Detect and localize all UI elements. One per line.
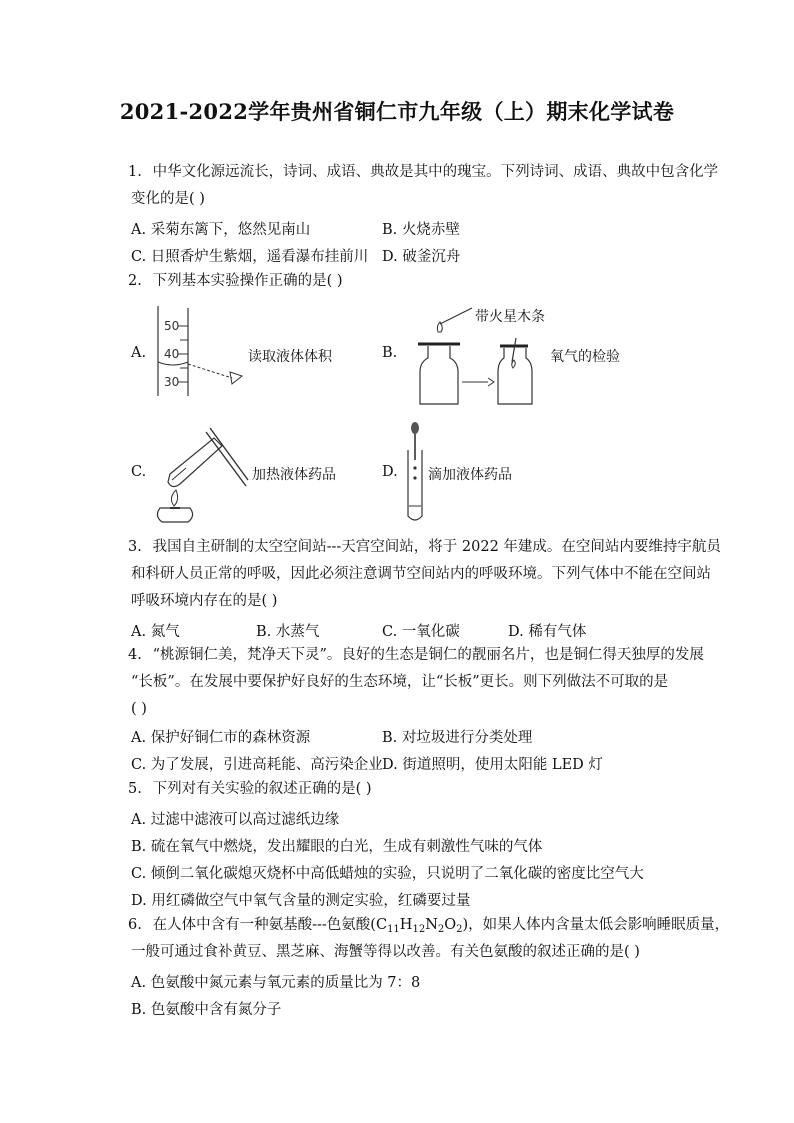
option-a: A. 氮气 — [131, 624, 180, 640]
question-text-continued: 和科研人员正常的呼吸，因此必须注意调节空间站内的呼吸环境。下列气体中不能在空间站 — [131, 566, 711, 582]
question-text: 下列基本实验操作正确的是( ) — [152, 273, 343, 289]
option-a: A. 采菊东篱下，悠然见南山 — [131, 222, 311, 238]
option-d: D. 稀有气体 — [508, 624, 587, 640]
question-number: 4. — [128, 647, 142, 663]
option-c: C. 为了发展，引进高耗能、高污染企业 — [131, 757, 383, 773]
option-b: B. 水蒸气 — [256, 624, 320, 640]
question-text: 下列对有关实验的叙述正确的是( ) — [152, 781, 372, 797]
formula-subscript: 11 — [387, 924, 400, 935]
option-b-label: 氧气的检验 — [550, 349, 620, 365]
question-text-continued: ( ) — [131, 701, 147, 717]
option-d: D. 用红磷做空气中氧气含量的测定实验，红磷要过量 — [131, 893, 471, 909]
question-1 — [128, 163, 718, 181]
question-text: “桃源铜仁美，梵净天下灵”。良好的生态是铜仁的靓丽名片，也是铜仁得天独厚的发展 — [152, 647, 704, 663]
question-text: 中华文化源远流长，诗词、成语、典故是其中的瑰宝。下列诗词、成语、典故中包含化学 — [152, 164, 719, 180]
question-text-continued: 呼吸环境内存在的是( ) — [131, 593, 278, 609]
heating-liquid-figure — [150, 424, 250, 524]
question-2 — [128, 272, 343, 290]
option-a-label: 读取液体体积 — [248, 349, 332, 365]
question-4 — [128, 646, 704, 664]
page-title: 2021-2022学年贵州省铜仁市九年级（上）期末化学试卷 — [119, 99, 675, 124]
question-text: 在人体中含有一种氨基酸---色氨酸(C — [152, 917, 388, 933]
scale-tick-50: 50 — [164, 319, 180, 333]
option-b-letter: B. — [382, 345, 398, 361]
formula-subscript: 2 — [456, 924, 463, 935]
graduated-cylinder-figure — [150, 306, 250, 396]
question-number: 6. — [128, 917, 142, 933]
scale-tick-40: 40 — [164, 347, 180, 361]
option-c: C. 一氧化碳 — [382, 624, 460, 640]
option-d: D. 破釜沉舟 — [382, 249, 461, 265]
question-number: 3. — [128, 539, 142, 555]
option-b: B. 对垃圾进行分类处理 — [382, 730, 533, 746]
question-5 — [128, 780, 372, 798]
question-6 — [128, 916, 729, 939]
option-b: B. 硫在氧气中燃烧，发出耀眼的白光，生成有刺激性气味的气体 — [131, 839, 543, 855]
question-text: 我国自主研制的太空空间站---天宫空间站，将于 2022 年建成。在空间站内要维持宇航员 — [152, 539, 721, 555]
option-d-letter: D. — [382, 464, 398, 480]
question-text: )，如果人体内含量太低会影响睡眠质量， — [462, 917, 730, 933]
option-c: C. 日照香炉生紫烟，遥看瀑布挂前川 — [131, 249, 369, 265]
option-d-label: 滴加液体药品 — [428, 467, 512, 483]
dropping-liquid-figure — [404, 420, 426, 524]
option-b: B. 火烧赤壁 — [382, 222, 460, 238]
option-a-letter: A. — [131, 345, 147, 361]
question-text-continued: 变化的是( ) — [131, 191, 205, 207]
question-number: 1. — [128, 164, 142, 180]
formula-element: N — [425, 917, 438, 933]
question-number: 2. — [128, 273, 142, 289]
option-c-label: 加热液体药品 — [252, 467, 336, 483]
question-3 — [128, 538, 721, 556]
option-b: B. 色氨酸中含有氮分子 — [131, 1002, 282, 1018]
question-text-continued: 一般可通过食补黄豆、黑芝麻、海蟹等得以改善。有关色氨酸的叙述正确的是( ) — [131, 944, 640, 960]
question-text-continued: “长板”。在发展中要保护好良好的生态环境，让“长板”更长。则下列做法不可取的是 — [131, 674, 669, 690]
option-d: D. 街道照明，使用太阳能 LED 灯 — [382, 757, 603, 773]
formula-element: O — [444, 917, 457, 933]
formula-element: H — [399, 917, 413, 933]
scale-tick-30: 30 — [164, 375, 180, 389]
formula-subscript: 12 — [412, 924, 426, 935]
option-c-letter: C. — [131, 464, 147, 480]
splint-caption: 带火星木条 — [475, 309, 545, 325]
question-number: 5. — [128, 781, 142, 797]
option-a: A. 过滤中滤液可以高过滤纸边缘 — [131, 812, 340, 828]
option-c: C. 倾倒二氧化碳熄灭烧杯中高低蜡烛的实验，只说明了二氧化碳的密度比空气大 — [131, 866, 644, 882]
option-a: A. 色氨酸中氮元素与氧元素的质量比为 7：8 — [131, 975, 421, 991]
formula-subscript: 2 — [437, 924, 445, 935]
option-a: A. 保护好铜仁市的森林资源 — [131, 730, 311, 746]
